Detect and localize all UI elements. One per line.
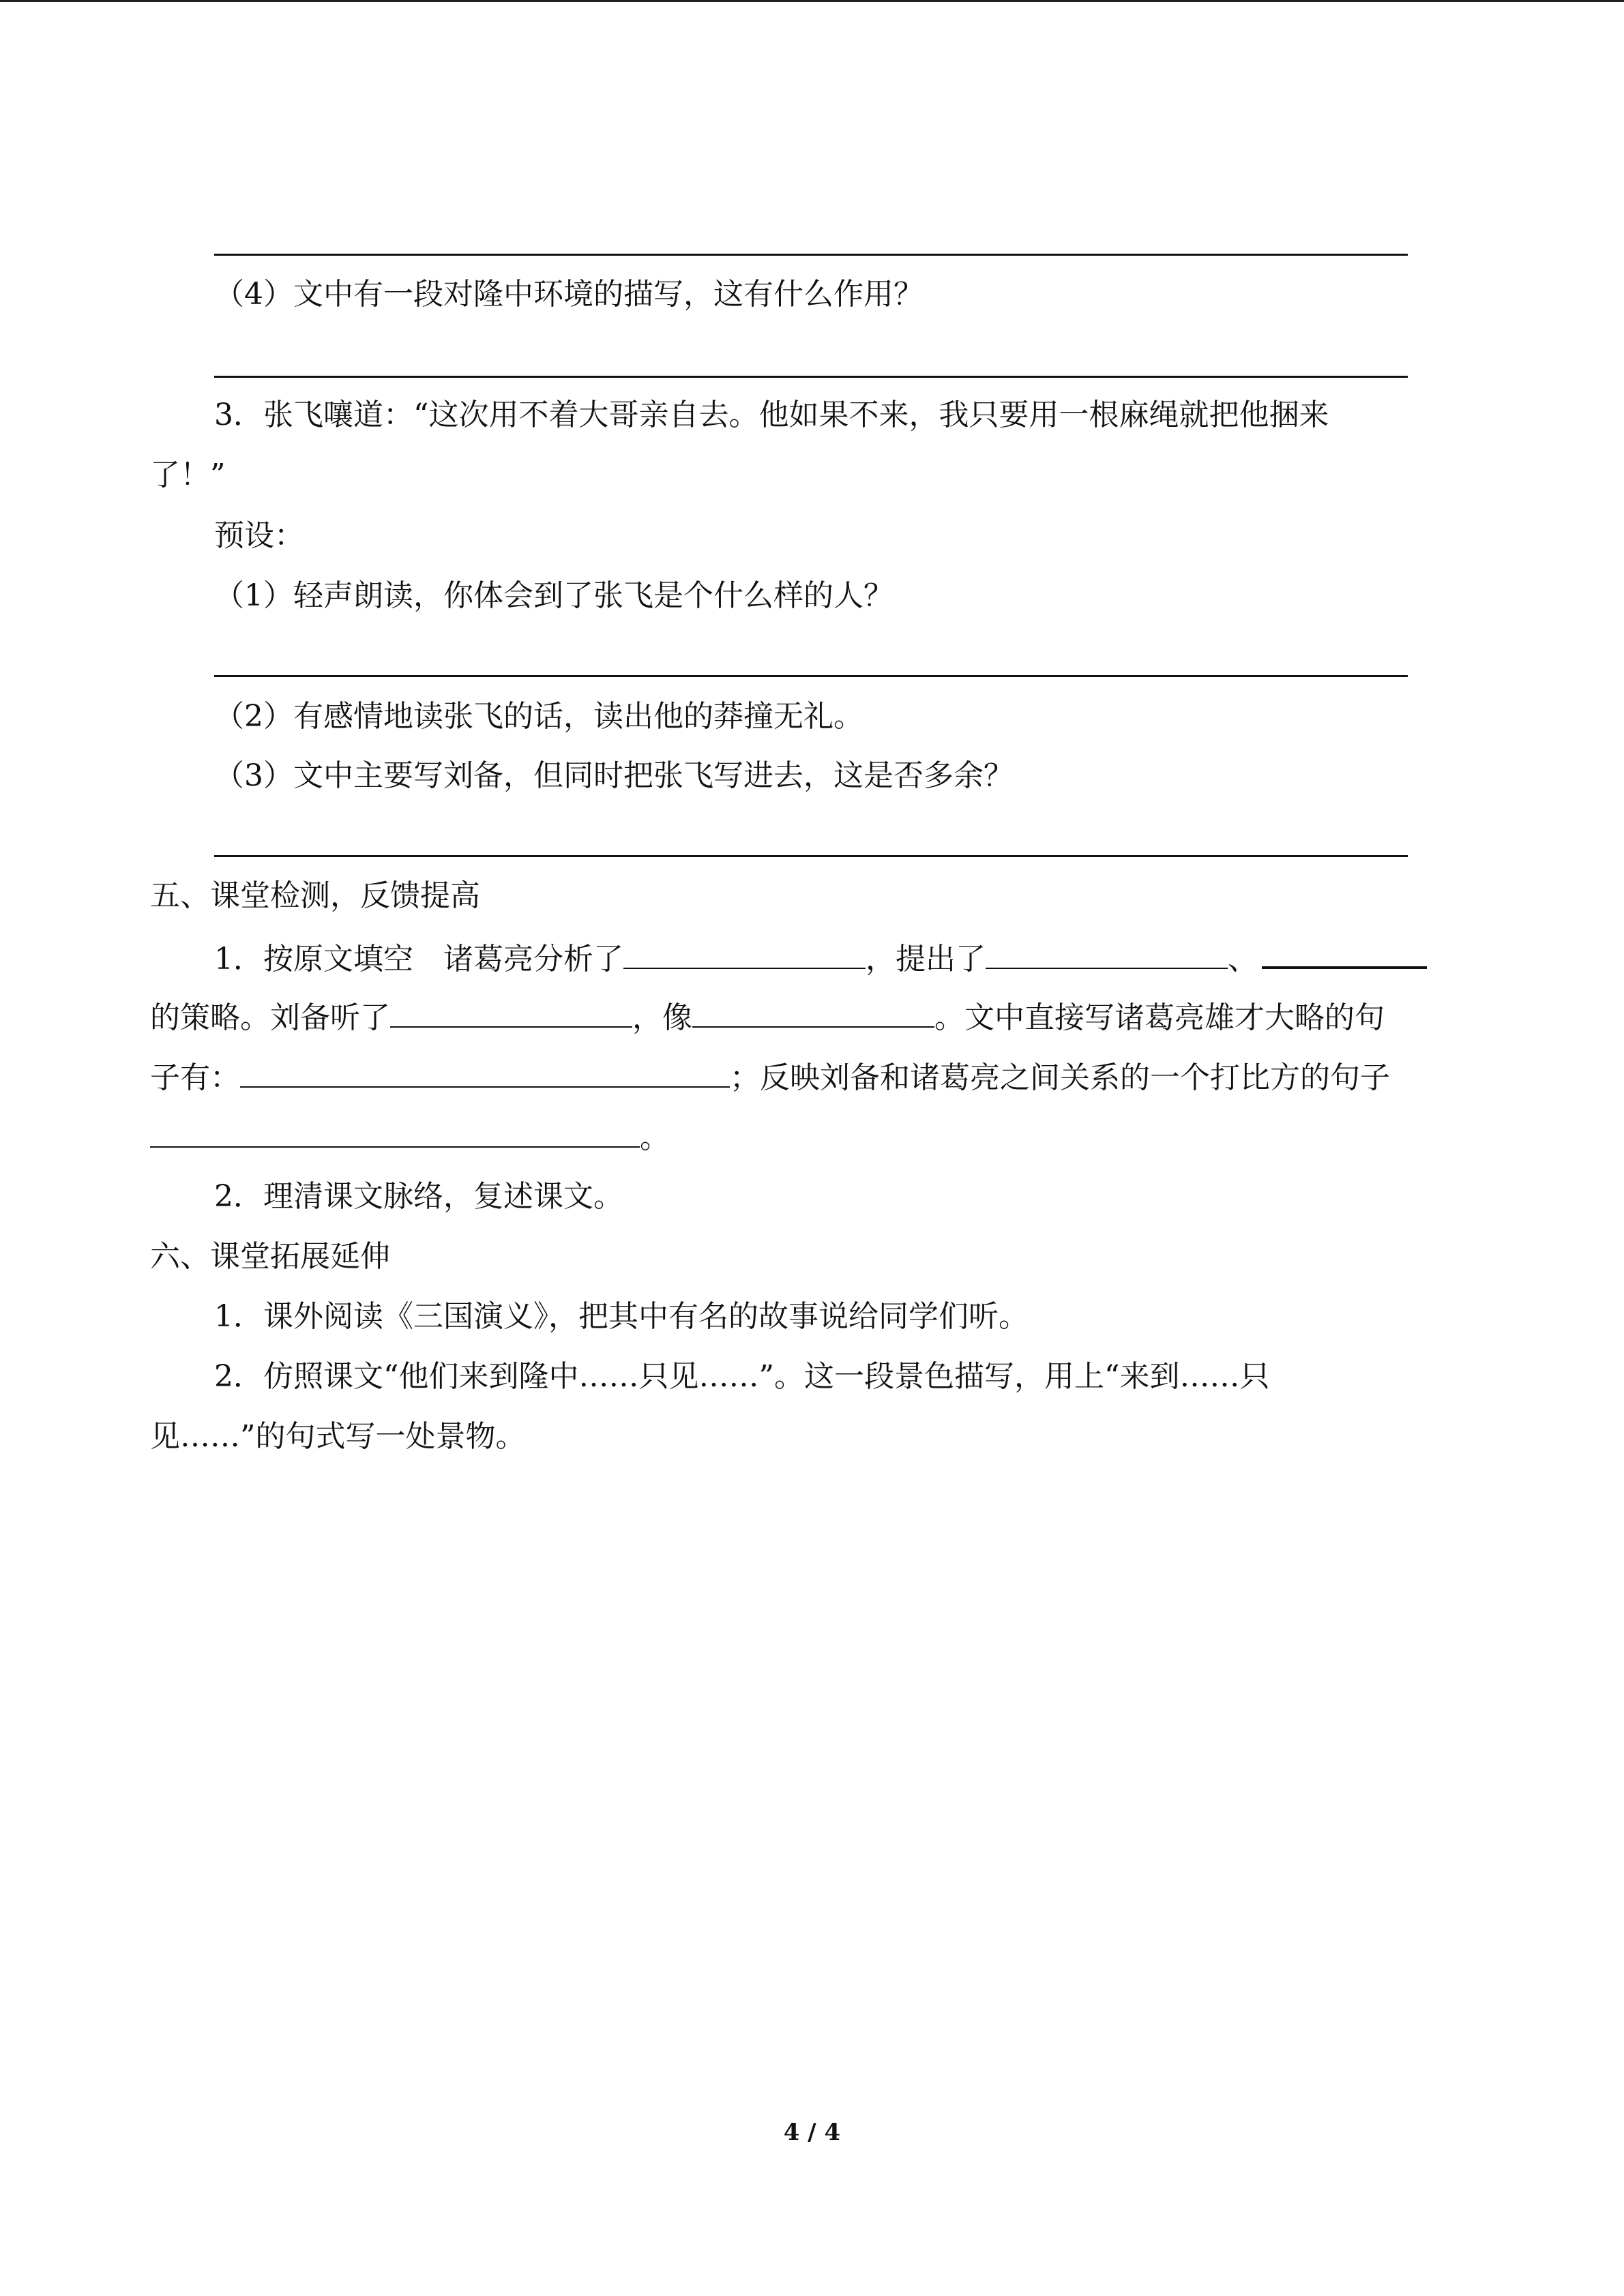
section-5-item-2: 2．理清课文脉络，复述课文。 (214, 1179, 623, 1214)
fill-blank[interactable] (1262, 936, 1427, 969)
answer-line (214, 675, 1408, 677)
fill-blank-line-1 (214, 936, 1427, 980)
fill-blank-line-3 (150, 1056, 1390, 1099)
question-2-4: （4）文中有一段对隆中环境的描写，这有什么作用？ (214, 277, 924, 312)
fill-blank-text: 、 (1228, 942, 1258, 976)
fill-blank-text: 的策略。刘备听了 (150, 1000, 390, 1035)
section-6-item-1: 1．课外阅读《三国演义》，把其中有名的故事说给同学们听。 (214, 1299, 1029, 1334)
fill-blank-text: ，提出了 (866, 942, 986, 976)
fill-blank[interactable] (150, 1116, 640, 1148)
fill-blank[interactable] (623, 938, 866, 969)
preset-label: 预设： (214, 518, 304, 553)
question-3-line-1: 3．张飞嚷道：“这次用不着大哥亲自去。他如果不来，我只要用一根麻绳就把他捆来 (214, 398, 1329, 432)
section-6-item-2-line-2: 见……”的句式写一处景物。 (150, 1419, 526, 1454)
fill-blank[interactable] (692, 996, 934, 1028)
answer-line (214, 376, 1408, 378)
fill-blank-text: 1．按原文填空 诸葛亮分析了 (214, 942, 623, 976)
fill-blank-text: 。文中直接写诸葛亮雄才大略的句 (934, 1000, 1385, 1035)
fill-blank-text: ，像 (632, 1000, 692, 1035)
fill-blank-text: ；反映刘备和诸葛亮之间关系的一个打比方的句子 (730, 1060, 1390, 1095)
answer-line (214, 855, 1408, 857)
fill-blank[interactable] (986, 938, 1228, 969)
fill-blank[interactable] (390, 996, 632, 1028)
fill-blank-text: 子有： (150, 1060, 240, 1095)
question-3-1: （1）轻声朗读，你体会到了张飞是个什么样的人？ (214, 578, 894, 613)
section-6-title: 六、课堂拓展延伸 (150, 1239, 390, 1274)
fill-blank-line-2 (150, 996, 1385, 1039)
section-6-item-2-line-1: 2．仿照课文“他们来到隆中……只见……”。这一段景色描写，用上“来到……只 (214, 1359, 1270, 1394)
question-3-3: （3）文中主要写刘备，但同时把张飞写进去，这是否多余？ (214, 758, 1014, 793)
section-5-title: 五、课堂检测，反馈提高 (150, 878, 480, 913)
question-3-line-2: 了！” (150, 458, 226, 492)
fill-blank-line-4 (150, 1116, 670, 1159)
page-number: 4 / 4 (783, 2119, 841, 2146)
fill-blank-text: 。 (640, 1120, 670, 1155)
fill-blank[interactable] (240, 1056, 730, 1088)
question-3-2: （2）有感情地读张飞的话，读出他的莽撞无礼。 (214, 699, 863, 734)
answer-line (214, 254, 1408, 256)
